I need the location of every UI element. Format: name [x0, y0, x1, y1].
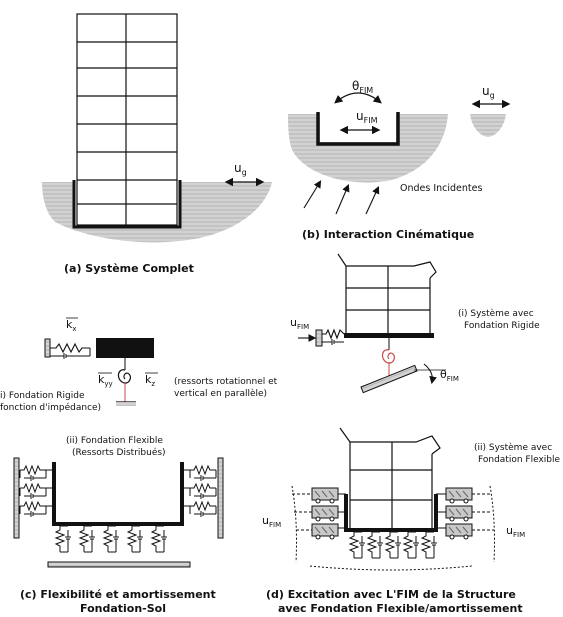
panel-c-foundation-flexibility — [0, 318, 278, 615]
panel-b-theta-label: $\theta_{FIM}$ — [352, 79, 374, 95]
panel-c-bottom-springs — [56, 526, 167, 552]
panel-d-left-free-field — [292, 486, 312, 562]
panel-d-right-soil-blocks — [436, 488, 472, 539]
panel-d-caption-2: avec Fondation Flexible/amortissement — [278, 602, 523, 615]
panel-a-ug-label: $u_g$ — [234, 161, 247, 177]
panel-c-rigid-label-2: fonction d'impédance) — [0, 403, 102, 413]
panel-d-flexible-building — [340, 428, 440, 528]
panel-b-waves-label: Ondes Incidentes — [400, 183, 483, 194]
panel-c-springs-note-2: vertical en parallèle) — [174, 389, 268, 399]
panel-c-caption-1: (c) Flexibilité et amortissement — [20, 588, 216, 601]
panel-c-left-wall — [14, 458, 19, 538]
panel-a-complete-system — [42, 14, 272, 275]
panel-d-theta-arrow — [424, 364, 432, 382]
panel-d-theta-label: $\theta_{FIM}$ — [440, 368, 459, 383]
panel-a-caption: (a) Système Complet — [64, 262, 194, 275]
panel-c-kx-label: $k_x$ — [66, 318, 77, 333]
panel-c-rigid-foundation — [96, 338, 154, 358]
panel-c-left-wall-anchor — [45, 339, 50, 357]
panel-d-u-label: $u_{FIM}$ — [290, 316, 310, 331]
panel-d-rigid-horizontal-spring — [322, 330, 344, 345]
panel-c-rotational-spring — [116, 358, 136, 406]
panel-c-flexible-label-1: (ii) Fondation Flexible — [66, 436, 163, 446]
panel-b-u-label: $u_{FIM}$ — [356, 109, 378, 125]
panel-d-rigid-foundation — [344, 333, 434, 338]
panel-d-left-soil-blocks — [312, 488, 346, 539]
panel-c-right-springs — [182, 466, 216, 517]
panel-d-right-free-field — [472, 486, 495, 562]
panel-c-left-springs — [20, 466, 54, 517]
panel-c-flexible-foundation — [54, 462, 182, 524]
panel-b-caption: (b) Interaction Cinématique — [302, 228, 475, 241]
panel-d-fim-excitation — [262, 254, 560, 615]
panel-d-flex-label-2: Fondation Flexible — [478, 455, 561, 465]
panel-d-rigid-label-2: Fondation Rigide — [464, 321, 540, 331]
panel-b-theta-arrow — [336, 93, 380, 102]
panel-c-right-wall — [218, 458, 223, 538]
panel-d-rigid-rotational-spring — [382, 338, 394, 376]
panel-b-incident-waves — [304, 182, 378, 214]
panel-d-base-line — [310, 566, 472, 570]
panel-c-base-soil — [48, 562, 190, 567]
panel-c-rigid-label-1: i) Fondation Rigide — [0, 391, 85, 401]
panel-b-kinematic-interaction — [288, 79, 508, 241]
panel-d-rigid-building — [338, 254, 436, 333]
panel-d-bottom-springs — [350, 532, 437, 558]
panel-c-kx-spring — [50, 344, 90, 359]
panel-c-caption-2: Fondation-Sol — [80, 602, 166, 615]
panel-d-u-right-label: $u_{FIM}$ — [506, 524, 526, 539]
panel-c-kz-label: $k_z$ — [145, 373, 156, 388]
panel-c-flexible-label-2: (Ressorts Distribués) — [72, 448, 166, 458]
panel-b-free-field-soil — [470, 114, 506, 137]
panel-c-kyy-label: $k_{yy}$ — [98, 373, 113, 388]
panel-d-flex-label-1: (ii) Système avec — [474, 443, 553, 453]
panel-d-rigid-anchor — [316, 330, 322, 346]
panel-d-rigid-label-1: (i) Système avec — [458, 309, 534, 319]
panel-c-springs-note: (ressorts rotationnel et — [174, 377, 278, 387]
panel-d-caption-1: (d) Excitation avec L'FIM de la Structure — [266, 588, 516, 601]
panel-d-u-left-label: $u_{FIM}$ — [262, 514, 282, 529]
panel-b-ug-label: $u_g$ — [482, 84, 495, 100]
